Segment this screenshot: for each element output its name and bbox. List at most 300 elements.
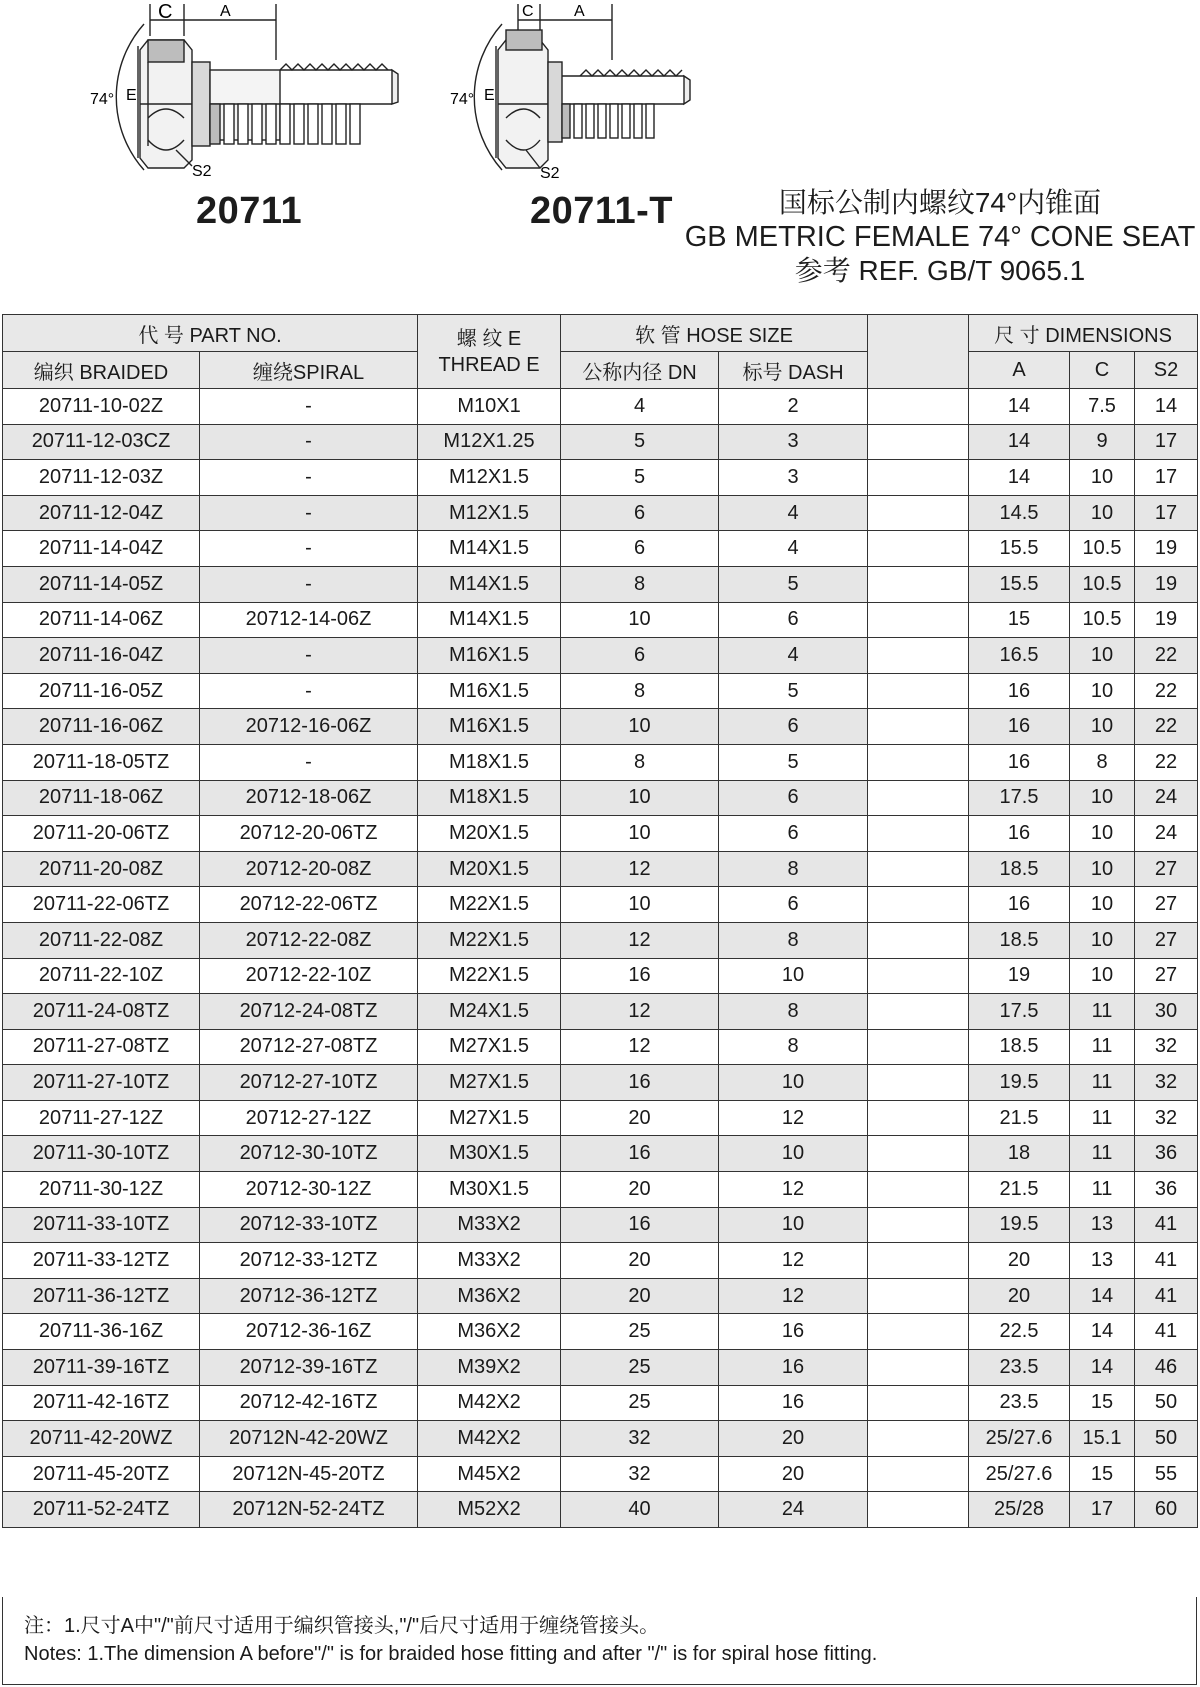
cell-a: 17.5	[969, 780, 1070, 816]
cell-s2: 19	[1135, 566, 1198, 602]
cell-spiral: 20712-30-12Z	[200, 1172, 418, 1208]
table-row	[3, 887, 1198, 923]
header-thread-cn: 螺 纹 E	[456, 327, 522, 350]
cell-c: 11	[1070, 1172, 1135, 1208]
table-row	[3, 1314, 1198, 1350]
cell-blank	[868, 1136, 969, 1172]
cell-spiral: 20712-24-08TZ	[200, 994, 418, 1030]
cell-s2: 19	[1135, 602, 1198, 638]
cell-a: 15	[969, 602, 1070, 638]
table-row	[3, 709, 1198, 745]
cell-spiral: 20712-22-08Z	[200, 922, 418, 958]
cell-spiral: -	[200, 424, 418, 460]
cell-a: 25/27.6	[969, 1421, 1070, 1457]
cell-c: 13	[1070, 1207, 1135, 1243]
cell-braided: 20711-22-08Z	[3, 922, 200, 958]
cell-braided: 20711-33-10TZ	[3, 1207, 200, 1243]
cell-thread: M30X1.5	[418, 1172, 561, 1208]
cell-braided: 20711-30-12Z	[3, 1172, 200, 1208]
table-row	[3, 1385, 1198, 1421]
title-en: GB METRIC FEMALE 74° CONE SEAT	[684, 221, 1196, 253]
table-row	[3, 1136, 1198, 1172]
cell-s2: 27	[1135, 922, 1198, 958]
cell-dn: 12	[561, 1029, 719, 1065]
cell-dn: 25	[561, 1314, 719, 1350]
cell-thread: M14X1.5	[418, 531, 561, 567]
cell-c: 8	[1070, 744, 1135, 780]
cell-dn: 16	[561, 1207, 719, 1243]
cell-c: 10.5	[1070, 602, 1135, 638]
cell-c: 11	[1070, 994, 1135, 1030]
cell-dash: 10	[719, 1207, 868, 1243]
cell-s2: 22	[1135, 638, 1198, 674]
cell-dash: 6	[719, 709, 868, 745]
header-spiral: 缠绕SPIRAL	[200, 352, 418, 389]
cell-c: 9	[1070, 424, 1135, 460]
table-row	[3, 389, 1198, 425]
cell-spiral: -	[200, 460, 418, 496]
header-hose-size: 软 管 HOSE SIZE	[561, 315, 868, 352]
cell-blank	[868, 638, 969, 674]
cell-dn: 12	[561, 922, 719, 958]
table-row	[3, 1029, 1198, 1065]
cell-thread: M12X1.5	[418, 460, 561, 496]
header-c: C	[1070, 352, 1135, 389]
cell-dash: 4	[719, 531, 868, 567]
cell-a: 14	[969, 389, 1070, 425]
table-row	[3, 424, 1198, 460]
cell-dash: 5	[719, 673, 868, 709]
cell-blank	[868, 566, 969, 602]
cell-thread: M16X1.5	[418, 638, 561, 674]
cell-thread: M30X1.5	[418, 1136, 561, 1172]
header-braided: 编织 BRAIDED	[3, 352, 200, 389]
cell-s2: 19	[1135, 531, 1198, 567]
cell-dn: 8	[561, 744, 719, 780]
cell-a: 18.5	[969, 851, 1070, 887]
cell-braided: 20711-20-08Z	[3, 851, 200, 887]
header-part-no: 代 号 PART NO.	[3, 315, 418, 352]
cell-s2: 32	[1135, 1029, 1198, 1065]
cell-blank	[868, 816, 969, 852]
cell-c: 15	[1070, 1456, 1135, 1492]
table-row	[3, 744, 1198, 780]
cell-a: 22.5	[969, 1314, 1070, 1350]
cell-spiral: -	[200, 744, 418, 780]
table-row	[3, 673, 1198, 709]
cell-spiral: -	[200, 638, 418, 674]
cell-thread: M42X2	[418, 1421, 561, 1457]
cell-dn: 10	[561, 887, 719, 923]
cell-braided: 20711-10-02Z	[3, 389, 200, 425]
spec-table	[2, 314, 1198, 1528]
cell-spiral: 20712N-42-20WZ	[200, 1421, 418, 1457]
cell-dn: 25	[561, 1385, 719, 1421]
cell-dn: 20	[561, 1243, 719, 1279]
cell-c: 10	[1070, 816, 1135, 852]
cell-a: 17.5	[969, 994, 1070, 1030]
cell-c: 11	[1070, 1065, 1135, 1101]
cell-c: 10	[1070, 922, 1135, 958]
cell-spiral: 20712-36-16Z	[200, 1314, 418, 1350]
cell-dash: 4	[719, 495, 868, 531]
cell-dash: 12	[719, 1100, 868, 1136]
cell-c: 15	[1070, 1385, 1135, 1421]
fitting-drawing-20711-t	[440, 0, 740, 185]
cell-spiral: -	[200, 531, 418, 567]
cell-dash: 4	[719, 638, 868, 674]
cell-dn: 5	[561, 460, 719, 496]
cell-blank	[868, 495, 969, 531]
cell-thread: M18X1.5	[418, 744, 561, 780]
spec-table-body	[3, 389, 1198, 1528]
cell-dash: 8	[719, 922, 868, 958]
cell-thread: M12X1.25	[418, 424, 561, 460]
cell-thread: M20X1.5	[418, 851, 561, 887]
cell-dash: 2	[719, 389, 868, 425]
cell-dn: 4	[561, 389, 719, 425]
cell-thread: M45X2	[418, 1456, 561, 1492]
table-row	[3, 851, 1198, 887]
table-row	[3, 1350, 1198, 1386]
cell-braided: 20711-36-12TZ	[3, 1278, 200, 1314]
cell-s2: 36	[1135, 1172, 1198, 1208]
cell-spiral: -	[200, 566, 418, 602]
cell-c: 10	[1070, 709, 1135, 745]
note-en: Notes: 1.The dimension A before"/" is for braided hose fitting and after "/" is for spiral hose fitting.	[24, 1643, 878, 1665]
cell-a: 21.5	[969, 1172, 1070, 1208]
cell-dash: 5	[719, 744, 868, 780]
dim-e-label: E	[126, 87, 137, 104]
cell-c: 11	[1070, 1136, 1135, 1172]
model-label-20711: 20711	[196, 190, 303, 232]
header-blank	[868, 315, 969, 389]
cell-thread: M16X1.5	[418, 709, 561, 745]
cell-dash: 12	[719, 1172, 868, 1208]
cell-s2: 17	[1135, 424, 1198, 460]
table-row	[3, 958, 1198, 994]
table-row	[3, 816, 1198, 852]
cell-s2: 32	[1135, 1065, 1198, 1101]
cell-s2: 17	[1135, 495, 1198, 531]
cell-s2: 27	[1135, 958, 1198, 994]
cell-thread: M10X1	[418, 389, 561, 425]
cell-spiral: 20712-33-10TZ	[200, 1207, 418, 1243]
cell-thread: M24X1.5	[418, 994, 561, 1030]
cell-dash: 6	[719, 887, 868, 923]
cell-dash: 10	[719, 1136, 868, 1172]
cell-c: 11	[1070, 1100, 1135, 1136]
cell-a: 16.5	[969, 638, 1070, 674]
cell-thread: M22X1.5	[418, 887, 561, 923]
cell-braided: 20711-45-20TZ	[3, 1456, 200, 1492]
cell-thread: M42X2	[418, 1385, 561, 1421]
cell-braided: 20711-16-04Z	[3, 638, 200, 674]
cell-a: 16	[969, 744, 1070, 780]
cell-spiral: 20712-14-06Z	[200, 602, 418, 638]
cell-blank	[868, 780, 969, 816]
cell-spiral: 20712-27-10TZ	[200, 1065, 418, 1101]
cell-spiral: 20712-16-06Z	[200, 709, 418, 745]
title-cn: 国标公制内螺纹74°内锥面	[778, 187, 1102, 218]
cell-dash: 6	[719, 780, 868, 816]
cell-braided: 20711-42-16TZ	[3, 1385, 200, 1421]
cell-spiral: 20712N-45-20TZ	[200, 1456, 418, 1492]
cell-dash: 3	[719, 460, 868, 496]
header-dimensions: 尺 寸 DIMENSIONS	[969, 315, 1198, 352]
cell-dash: 20	[719, 1421, 868, 1457]
cell-a: 18.5	[969, 922, 1070, 958]
table-row	[3, 1065, 1198, 1101]
cell-s2: 41	[1135, 1278, 1198, 1314]
model-label-20711-t: 20711-T	[530, 190, 673, 232]
cell-blank	[868, 958, 969, 994]
cell-blank	[868, 1278, 969, 1314]
cell-blank	[868, 389, 969, 425]
cell-s2: 22	[1135, 673, 1198, 709]
cell-dash: 24	[719, 1492, 868, 1528]
cell-a: 14.5	[969, 495, 1070, 531]
cell-s2: 55	[1135, 1456, 1198, 1492]
cell-c: 7.5	[1070, 389, 1135, 425]
cell-a: 23.5	[969, 1350, 1070, 1386]
table-row	[3, 1172, 1198, 1208]
cell-thread: M12X1.5	[418, 495, 561, 531]
cell-braided: 20711-39-16TZ	[3, 1350, 200, 1386]
cell-blank	[868, 922, 969, 958]
cell-spiral: -	[200, 495, 418, 531]
cell-dash: 16	[719, 1350, 868, 1386]
cell-dn: 40	[561, 1492, 719, 1528]
cell-dn: 20	[561, 1172, 719, 1208]
table-row	[3, 495, 1198, 531]
header-a: A	[969, 352, 1070, 389]
cell-c: 15.1	[1070, 1421, 1135, 1457]
cell-braided: 20711-27-12Z	[3, 1100, 200, 1136]
cell-a: 16	[969, 816, 1070, 852]
cell-dn: 5	[561, 424, 719, 460]
cell-braided: 20711-27-08TZ	[3, 1029, 200, 1065]
cell-blank	[868, 1207, 969, 1243]
cell-c: 10.5	[1070, 566, 1135, 602]
cell-c: 11	[1070, 1029, 1135, 1065]
cell-thread: M27X1.5	[418, 1029, 561, 1065]
cell-c: 10	[1070, 780, 1135, 816]
cell-blank	[868, 1243, 969, 1279]
cell-a: 16	[969, 709, 1070, 745]
cell-dn: 32	[561, 1456, 719, 1492]
cell-a: 16	[969, 673, 1070, 709]
cell-a: 18	[969, 1136, 1070, 1172]
cell-blank	[868, 1456, 969, 1492]
cell-thread: M14X1.5	[418, 602, 561, 638]
dim-c-label: C	[158, 1, 173, 23]
cell-blank	[868, 1421, 969, 1457]
cell-c: 14	[1070, 1350, 1135, 1386]
cell-s2: 22	[1135, 709, 1198, 745]
cell-s2: 27	[1135, 851, 1198, 887]
table-row	[3, 1278, 1198, 1314]
cell-dn: 20	[561, 1100, 719, 1136]
cell-thread: M18X1.5	[418, 780, 561, 816]
table-row	[3, 1456, 1198, 1492]
cell-c: 13	[1070, 1243, 1135, 1279]
cell-braided: 20711-18-05TZ	[3, 744, 200, 780]
cell-braided: 20711-14-06Z	[3, 602, 200, 638]
cell-dash: 6	[719, 816, 868, 852]
cell-braided: 20711-14-05Z	[3, 566, 200, 602]
cell-c: 10	[1070, 495, 1135, 531]
cell-dash: 8	[719, 851, 868, 887]
cell-spiral: 20712-22-10Z	[200, 958, 418, 994]
cell-thread: M39X2	[418, 1350, 561, 1386]
cell-spiral: 20712-20-06TZ	[200, 816, 418, 852]
cell-dash: 16	[719, 1314, 868, 1350]
cell-thread: M33X2	[418, 1207, 561, 1243]
header-thread-en: THREAD E	[438, 353, 540, 376]
cell-s2: 46	[1135, 1350, 1198, 1386]
cell-a: 25/27.6	[969, 1456, 1070, 1492]
table-row	[3, 1492, 1198, 1528]
cell-braided: 20711-30-10TZ	[3, 1136, 200, 1172]
cell-dn: 6	[561, 638, 719, 674]
dim-a-label: A	[220, 3, 231, 20]
cell-s2: 50	[1135, 1421, 1198, 1457]
cell-spiral: 20712-27-12Z	[200, 1100, 418, 1136]
cell-blank	[868, 1065, 969, 1101]
cell-a: 16	[969, 887, 1070, 923]
cell-thread: M27X1.5	[418, 1065, 561, 1101]
dim-a-label: A	[574, 3, 585, 20]
cell-braided: 20711-12-04Z	[3, 495, 200, 531]
table-row	[3, 531, 1198, 567]
table-row	[3, 780, 1198, 816]
cell-thread: M52X2	[418, 1492, 561, 1528]
cell-dn: 16	[561, 958, 719, 994]
cell-braided: 20711-14-04Z	[3, 531, 200, 567]
cell-spiral: 20712-36-12TZ	[200, 1278, 418, 1314]
cell-dn: 32	[561, 1421, 719, 1457]
cell-dn: 10	[561, 602, 719, 638]
cell-s2: 41	[1135, 1207, 1198, 1243]
dim-c-label: C	[522, 3, 534, 20]
cell-braided: 20711-16-05Z	[3, 673, 200, 709]
cell-c: 14	[1070, 1278, 1135, 1314]
header-thread	[418, 315, 561, 389]
cell-dash: 20	[719, 1456, 868, 1492]
table-row	[3, 1243, 1198, 1279]
cell-blank	[868, 994, 969, 1030]
cell-s2: 14	[1135, 389, 1198, 425]
cell-dash: 8	[719, 994, 868, 1030]
cell-a: 15.5	[969, 566, 1070, 602]
table-row	[3, 602, 1198, 638]
cell-spiral: 20712-27-08TZ	[200, 1029, 418, 1065]
cell-dash: 8	[719, 1029, 868, 1065]
cell-thread: M20X1.5	[418, 816, 561, 852]
cell-s2: 22	[1135, 744, 1198, 780]
cell-blank	[868, 1314, 969, 1350]
cell-braided: 20711-33-12TZ	[3, 1243, 200, 1279]
cell-blank	[868, 1492, 969, 1528]
cell-braided: 20711-12-03Z	[3, 460, 200, 496]
cell-c: 10	[1070, 887, 1135, 923]
cell-dash: 12	[719, 1278, 868, 1314]
cell-a: 21.5	[969, 1100, 1070, 1136]
cell-braided: 20711-20-06TZ	[3, 816, 200, 852]
cell-dash: 5	[719, 566, 868, 602]
cell-braided: 20711-24-08TZ	[3, 994, 200, 1030]
table-row	[3, 1421, 1198, 1457]
cell-thread: M36X2	[418, 1314, 561, 1350]
cell-blank	[868, 424, 969, 460]
table-row	[3, 922, 1198, 958]
cell-c: 17	[1070, 1492, 1135, 1528]
cell-spiral: 20712-39-16TZ	[200, 1350, 418, 1386]
cell-blank	[868, 744, 969, 780]
cell-a: 14	[969, 460, 1070, 496]
cell-thread: M33X2	[418, 1243, 561, 1279]
cell-blank	[868, 851, 969, 887]
cell-blank	[868, 1350, 969, 1386]
cell-c: 10	[1070, 638, 1135, 674]
cell-braided: 20711-52-24TZ	[3, 1492, 200, 1528]
cell-dash: 3	[719, 424, 868, 460]
fitting-drawing-20711	[80, 0, 440, 185]
cell-dash: 12	[719, 1243, 868, 1279]
cell-a: 19.5	[969, 1065, 1070, 1101]
cell-dn: 10	[561, 709, 719, 745]
cell-braided: 20711-27-10TZ	[3, 1065, 200, 1101]
dim-s2-label: S2	[540, 165, 560, 182]
cell-s2: 17	[1135, 460, 1198, 496]
title-block	[670, 186, 1200, 288]
cell-blank	[868, 1100, 969, 1136]
cell-a: 25/28	[969, 1492, 1070, 1528]
cell-a: 19.5	[969, 1207, 1070, 1243]
cell-blank	[868, 709, 969, 745]
header-dash: 标号 DASH	[719, 352, 868, 389]
cell-dash: 10	[719, 958, 868, 994]
dim-e-label: E	[484, 87, 495, 104]
note-cn: 注：1.尺寸A中"/"前尺寸适用于编织管接头,"/"后尺寸适用于缠绕管接头。	[24, 1615, 660, 1637]
cell-blank	[868, 1172, 969, 1208]
cell-c: 10.5	[1070, 531, 1135, 567]
cell-spiral: -	[200, 673, 418, 709]
cell-dn: 12	[561, 851, 719, 887]
cell-s2: 60	[1135, 1492, 1198, 1528]
cell-blank	[868, 887, 969, 923]
cell-a: 20	[969, 1243, 1070, 1279]
cell-s2: 32	[1135, 1100, 1198, 1136]
cell-spiral: 20712-20-08Z	[200, 851, 418, 887]
cell-s2: 50	[1135, 1385, 1198, 1421]
cell-a: 15.5	[969, 531, 1070, 567]
cell-braided: 20711-12-03CZ	[3, 424, 200, 460]
cell-spiral: 20712-22-06TZ	[200, 887, 418, 923]
cell-dash: 6	[719, 602, 868, 638]
cell-c: 10	[1070, 673, 1135, 709]
angle-label: 74°	[450, 91, 475, 108]
cell-dn: 16	[561, 1065, 719, 1101]
cell-spiral: 20712-33-12TZ	[200, 1243, 418, 1279]
cell-thread: M27X1.5	[418, 1100, 561, 1136]
cell-dn: 12	[561, 994, 719, 1030]
cell-blank	[868, 602, 969, 638]
table-row	[3, 1207, 1198, 1243]
cell-a: 14	[969, 424, 1070, 460]
cell-thread: M36X2	[418, 1278, 561, 1314]
